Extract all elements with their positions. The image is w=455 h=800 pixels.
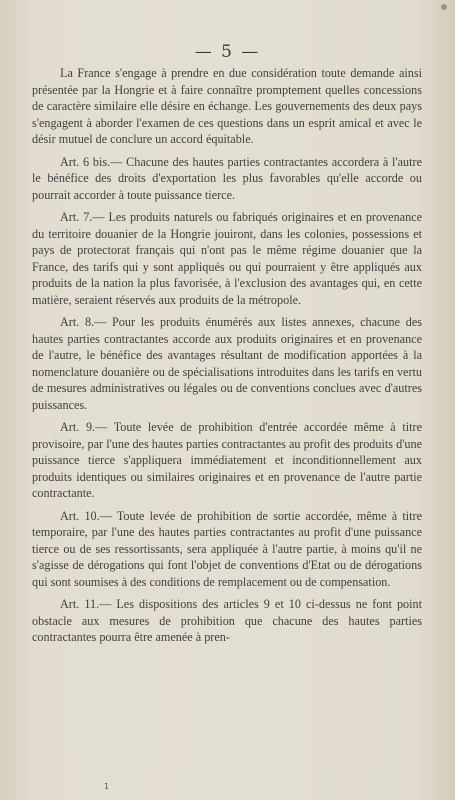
paragraph-art-7: Art. 7.— Les produits naturels ou fabriqués originaires et en provenance du territoire douanier de la Hongrie jouiront, dans les colonies, possessions et pays de protectorat français qui n'ont pas le même régime douanier que la France, des tarifs qui y sont appliqués ou qui pourraient y être appliqués aux produits de la nation la plus favorisée, à l'exclusion des avantages qui, en cette matière, seraient réservés aux produits de la métropole. xyxy=(32,210,422,307)
paragraph-intro: La France s'engage à prendre en due considération toute demande ainsi présentée par la Hongrie et à faire connaître promptement quelles concessions de caractère similaire elle désire en échange. Les gouvernements des deux pays s'engagent à aborder l'examen de ces questions dans un esprit amical et avec le désir mutuel de conclure un accord équitable. xyxy=(32,66,422,146)
paragraph-art-8: Art. 8.— Pour les produits énumérés aux listes annexes, chacune des hautes parties contractantes accorde aux produits originaires et en provenance de l'autre, le bénéfice des avantages résultant de modification apportées à la nomenclature douanière ou de spécialisations introduites dans les tarifs en vertu de mesures administratives ou légales ou de conventions conclues avec d'autres puissances. xyxy=(32,315,422,412)
paragraph-art-6-bis: Art. 6 bis.— Chacune des hautes parties contractantes accordera à l'autre le bénéfice des droits d'exportation les plus favorables qu'elle accorde ou pourrait accorder à toute puissance tierce. xyxy=(32,154,422,202)
body-text xyxy=(32,65,422,652)
footer-mark: 1 xyxy=(104,782,110,791)
paragraph-art-11: Art. 11.— Les dispositions des articles 9 et 10 ci-dessus ne font point obstacle aux mesures de prohibition que chacune des hautes parties contractantes pourra être amenée à pren- xyxy=(32,597,422,644)
corner-dot xyxy=(441,4,447,10)
page-number: — 5 — xyxy=(194,42,261,62)
paragraph-art-9: Art. 9.— Toute levée de prohibition d'entrée accordée même à titre provisoire, par l'une des hautes parties contractantes au profit des produits d'une puissance tierce s'appliquera immédiatement et inconditionnellement aux produits identiques ou similaires originaires et en provenance de l'autre partie contractante. xyxy=(32,420,422,500)
paragraph-art-10: Art. 10.— Toute levée de prohibition de sortie accordée, même à titre temporaire, par l'une des hautes parties contractantes au profit d'une puissance tierce ou de ses ressortissants, sera appliquée à l'autre partie, à moins qu'il ne s'agisse de dérogations qui font l'objet de conventions d'Etat ou de dérogations qui sont soumises à des conditions de remplacement ou de compensation. xyxy=(32,508,422,589)
